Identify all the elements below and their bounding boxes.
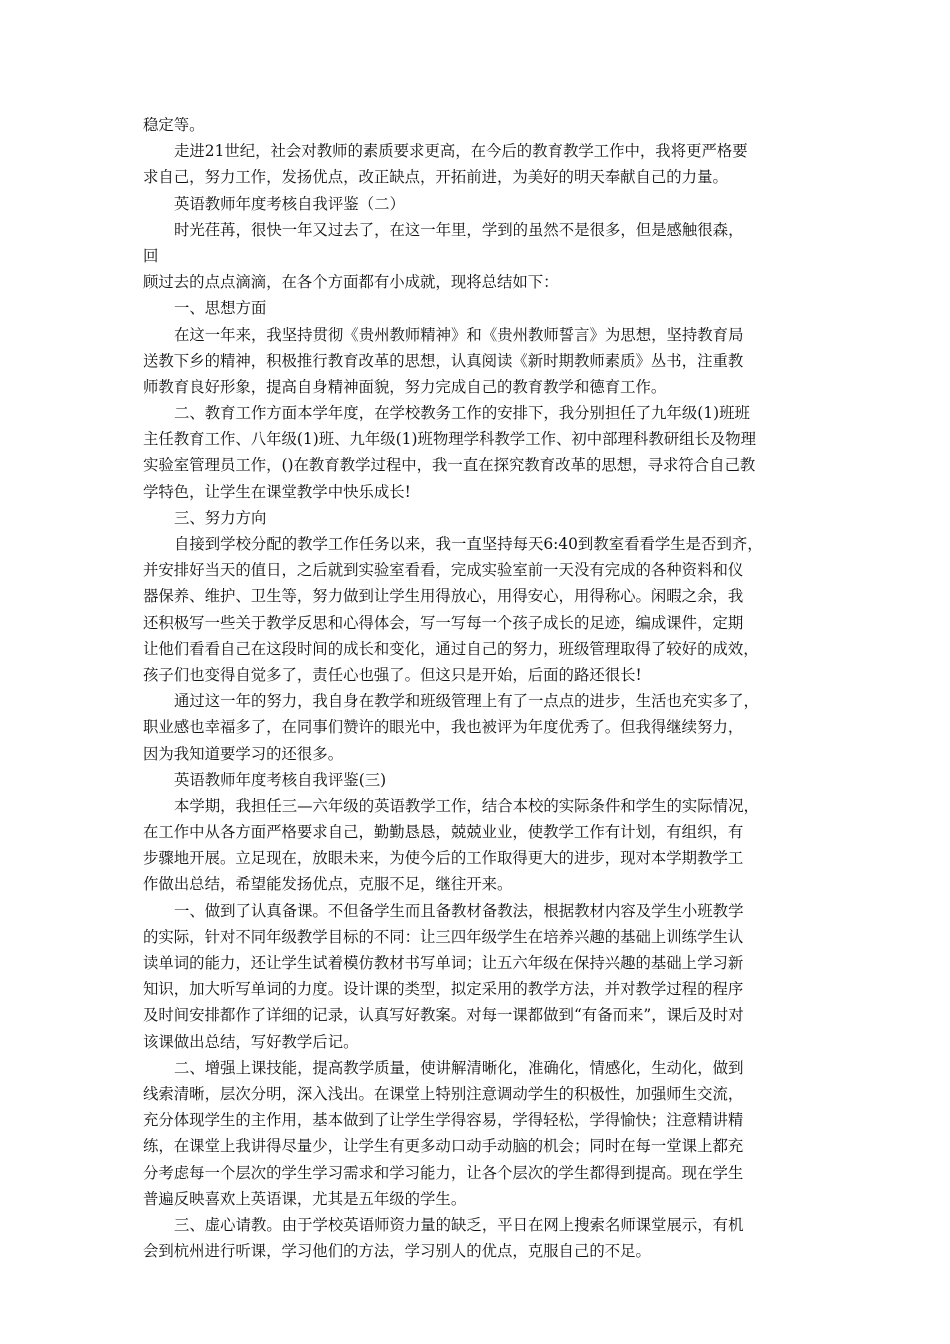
paragraph-line: 普遍反映喜欢上英语课，尤其是五年级的学生。 [143, 1189, 467, 1208]
paragraph-line: 器保养、维护、卫生等，努力做到让学生用得放心，用得安心，用得称心。闲暇之余，我 [143, 587, 744, 606]
paragraph-line: 练，在课堂上我讲得尽量少，让学生有更多动口动手动脑的机会；同时在每一堂课上都充 [143, 1137, 744, 1156]
paragraph-start-line: 时光荏苒，很快一年又过去了，在这一年里，学到的虽然不是很多，但是感触很森， [174, 220, 744, 239]
paragraph-line: 知识，加大听写单词的力度。设计课的类型，拟定采用的教学方法，并对教学过程的程序 [143, 980, 744, 999]
paragraph-line: 孩子们也变得自觉多了，责任心也强了。但这只是开始，后面的路还很长! [143, 665, 642, 684]
paragraph-line: 实验室管理员工作，()在教育教学过程中，我一直在探究教育改革的思想，寻求符合自己教 [143, 456, 756, 475]
paragraph-line: 分考虑每一个层次的学生学习需求和学习能力，让各个层次的学生都得到提高。现在学生 [143, 1163, 744, 1182]
paragraph-start-line: 三、努力方向 [174, 508, 267, 527]
paragraph-start-line: 走进21世纪，社会对教师的素质要求更高，在今后的教育教学工作中，我将更严格要 [174, 142, 748, 161]
paragraph-start-line: 一、思想方面 [174, 299, 267, 318]
paragraph-line: 读单词的能力，还让学生试着模仿教材书写单词；让五六年级在保持兴趣的基础上学习新 [143, 954, 744, 972]
paragraph-line: 学特色，让学生在课堂教学中快乐成长! [143, 482, 411, 501]
paragraph-line: 求自己，努力工作，发扬优点，改正缺点，开拓前进，为美好的明天奉献自己的力量。 [143, 168, 728, 187]
paragraph-line: 职业感也幸福多了，在同事们赞许的眼光中，我也被评为年度优秀了。但我得继续努力， [143, 718, 744, 737]
paragraph-start-line: 英语教师年度考核自我评鉴(三) [174, 770, 387, 789]
paragraph-start-line: 三、虚心请教。由于学校英语师资力量的缺乏，平日在网上搜索名师课堂展示，有机 [174, 1215, 744, 1234]
paragraph-line: 送教下乡的精神，积极推行教育改革的思想，认真阅读《新时期教师素质》丛书，注重教 [143, 351, 744, 370]
paragraph-line: 因为我知道要学习的还很多。 [143, 744, 344, 763]
paragraph-line: 步骤地开展。立足现在，放眼未来，为使今后的工作取得更大的进步，现对本学期教学工 [143, 849, 744, 868]
paragraph-start-line: 二、增强上课技能，提高教学质量，使讲解清晰化，准确化，情感化，生动化，做到 [174, 1058, 744, 1077]
paragraph-line: 主任教育工作、八年级(1)班、九年级(1)班物理学科教学工作、初中部理科教研组长及物理 [143, 430, 757, 449]
paragraph-line: 的实际，针对不同年级教学目标的不同：让三四年级学生在培养兴趣的基础上训练学生认 [143, 927, 744, 946]
paragraph-line: 会到杭州进行听课，学习他们的方法，学习别人的优点，克服自己的不足。 [143, 1242, 651, 1261]
paragraph-line: 线索清晰，层次分明，深入浅出。在课堂上特别注意调动学生的积极性，加强师生交流， [143, 1084, 744, 1103]
paragraph-start-line: 二、教育工作方面本学年度，在学校教务工作的安排下，我分别担任了九年级(1)班班 [174, 404, 750, 423]
paragraph-line: 师教育良好形象，提高自身精神面貌，努力完成自己的教育教学和德育工作。 [143, 377, 667, 396]
paragraph-start-line: 自接到学校分配的教学工作任务以来，我一直坚持每天6:40到教室看看学生是否到齐， [174, 535, 763, 553]
paragraph-start-line: 一、做到了认真备课。不但备学生而且备教材备教法，根据教材内容及学生小班教学 [174, 901, 744, 920]
paragraph-start-line: 在这一年来，我坚持贯彻《贵州教师精神》和《贵州教师誓言》为思想，坚持教育局 [174, 325, 744, 344]
paragraph-line: 顾过去的点点滴滴，在各个方面都有小成就，现将总结如下： [143, 273, 559, 292]
paragraph-line: 回 [143, 246, 159, 265]
paragraph-line: 作做出总结，希望能发扬优点，克服不足，继往开来。 [143, 875, 513, 894]
paragraph-line: 还积极写一些关于教学反思和心得体会，写一写每一个孩子成长的足迹，编成课件，定期 [143, 613, 744, 632]
paragraph-line: 稳定等。 [143, 116, 205, 134]
paragraph-line: 并安排好当天的值日，之后就到实验室看看，完成实验室前一天没有完成的各种资料和仪 [143, 561, 744, 580]
paragraph-line: 充分体现学生的主作用，基本做到了让学生学得容易，学得轻松，学得愉快；注意精讲精 [143, 1111, 744, 1130]
paragraph-start-line: 通过这一年的努力，我自身在教学和班级管理上有了一点点的进步，生活也充实多了， [174, 692, 759, 711]
paragraph-line: 及时间安排都作了详细的记录，认真写好教案。对每一课都做到“有备而来”，课后及时对 [143, 1006, 744, 1025]
paragraph-start-line: 本学期，我担任三—六年级的英语教学工作，结合本校的实际条件和学生的实际情况， [174, 796, 759, 815]
paragraph-line: 该课做出总结，写好教学后记。 [143, 1032, 359, 1051]
paragraph-start-line: 英语教师年度考核自我评鉴（二） [174, 194, 405, 213]
document-body [143, 112, 810, 1264]
paragraph-line: 在工作中从各方面严格要求自己，勤勤恳恳，兢兢业业，使教学工作有计划，有组织，有 [143, 823, 744, 842]
paragraph-line: 让他们看看自己在这段时间的成长和变化，通过自己的努力，班级管理取得了较好的成效， [143, 639, 759, 658]
